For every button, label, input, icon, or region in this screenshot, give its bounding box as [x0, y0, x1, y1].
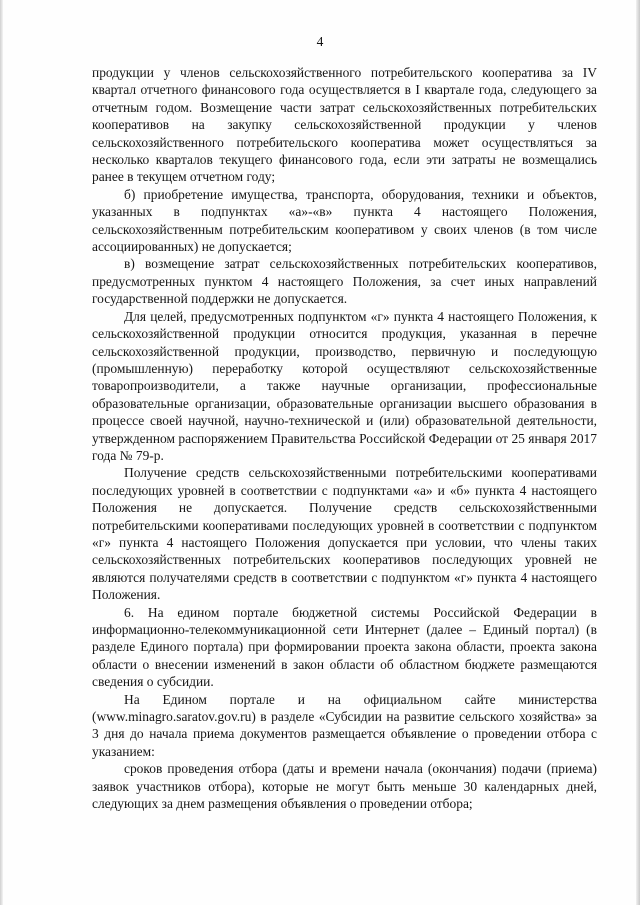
- paragraph-section-6: 6. На едином портале бюджетной системы Российской Федерации в информационно-телекоммуникационной сети Интернет (далее – Единый портал) (в разделе Единого портала) при формировании проекта закона области, проекта закона области о внесении изменений в закон области об областном бюджете размещаются сведения о субсидии.: [92, 604, 597, 690]
- paragraph-item-b: б) приобретение имущества, транспорта, оборудования, техники и объектов, указанных в подпунктах «а»-«в» пункта 4 настоящего Положения, сельскохозяйственным потребительским кооперативом у своих членов (в том числе ассоциированных) не допускается;: [92, 186, 597, 255]
- document-body: [92, 64, 597, 812]
- paragraph-selection-dates: сроков проведения отбора (даты и времени начала (окончания) подачи (приема) заявок участников отбора), которые не могут быть меньше 30 календарных дней, следующих за днем размещения объявления о проведении отбора;: [92, 761, 597, 812]
- paragraph-announcement: На Едином портале и на официальном сайте министерства (www.minagro.saratov.gov.ru) в разделе «Субсидии на развитие сельского хозяйства» за 3 дня до начала приема документов размещается объявление о проведении отбора с указанием:: [92, 691, 597, 759]
- paragraph-next-level-cooperatives: Получение средств сельскохозяйственными потребительскими кооперативами последующих уровней в соответствии с подпунктами «а» и «б» пункта 4 настоящего Положения не допускается. Получение средств сельскохозяйственными потребительскими кооперативами последующих уровней в соответствии с подпунктом «г» пункта 4 настоящего Положения допускается при условии, что члены таких сельскохозяйственных потребительских кооперативов последующих уровней не являются получателями средств в соответствии с подпунктом «г» пункта 4 настоящего Положения.: [92, 465, 597, 603]
- paragraph-purposes: Для целей, предусмотренных подпунктом «г» пункта 4 настоящего Положения, к сельскохозяйственной продукции относится продукция, указанная в перечне сельскохозяйственной продукции, производство, первичную и последующую (промышленную) переработку которой осуществляют сельскохозяйственные товаропроизводители, а также научные организации, профессиональные образовательные организации, образовательные организации высшего образования в процессе своей научной, научно-технической и (или) образовательной деятельности, утвержденном распоряжением Правительства Российской Федерации от 25 января 2017 года № 79-р.: [92, 308, 597, 463]
- paragraph-continuation: продукции у членов сельскохозяйственного потребительского кооператива за IV квартал отчетного финансового года осуществляется в I квартале года, следующего за отчетным годом. Возмещение части затрат сельскохозяйственных потребительских кооперативов на закупку сельскохозяйственной продукции у членов сельскохозяйственного потребительского кооператива может осуществляться за несколько кварталов текущего финансового года, если эти затраты не возмещались ранее в текущем отчетном году;: [92, 65, 597, 185]
- paragraph-item-v: в) возмещение затрат сельскохозяйственных потребительских кооперативов, предусмотренных пунктом 4 настоящего Положения, за счет иных направлений государственной поддержки не допускается.: [92, 256, 597, 307]
- page-number: 4: [316, 34, 324, 49]
- scan-edge-right: [636, 0, 640, 905]
- scan-edge-left: [0, 0, 3, 905]
